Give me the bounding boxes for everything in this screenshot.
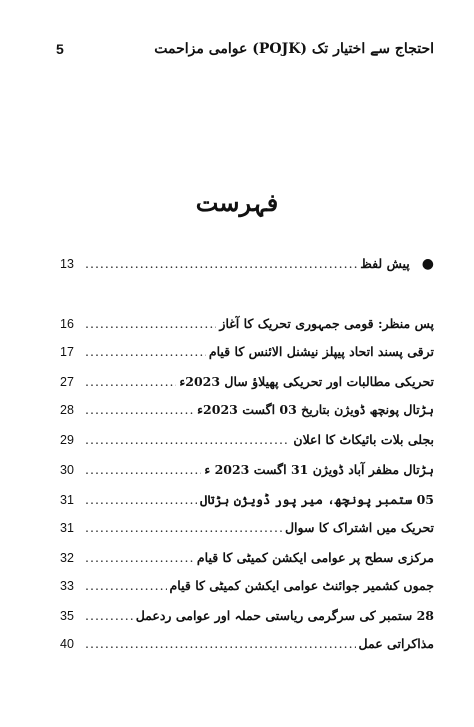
dot-leader bbox=[85, 520, 282, 535]
dot-leader bbox=[85, 374, 176, 389]
toc-entry-title: تحریک میں اشتراک کا سوال bbox=[284, 520, 434, 535]
toc-entry-title: مذاکراتی عمل bbox=[358, 636, 434, 651]
dot-leader bbox=[85, 578, 167, 593]
dot-leader bbox=[85, 432, 290, 447]
toc-entry-title: جموں کشمیر جوائنٹ عوامی ایکشن کمیٹی کا قیام bbox=[169, 578, 434, 593]
dot-leader bbox=[85, 256, 357, 271]
toc-entry-page-number: 32 bbox=[60, 551, 74, 565]
toc-entry-title: ہڑتال مظفر آباد ڈویژن 31 اگست 2023 ء bbox=[204, 462, 434, 477]
bullet-icon: ● bbox=[421, 256, 434, 272]
dot-leader bbox=[85, 608, 133, 623]
toc-entry-page-number: 31 bbox=[60, 521, 74, 535]
dot-leader bbox=[85, 402, 194, 417]
toc-entry bbox=[60, 402, 434, 422]
running-title: احتجاج سے اختیار تک (POJK) عوامی مزاحمت bbox=[154, 41, 434, 57]
toc-entry bbox=[60, 316, 434, 336]
toc-entry-title: ترقی پسند اتحاد پیپلز نیشنل الائنس کا قیام bbox=[208, 344, 434, 359]
toc-entry-page-number: 33 bbox=[60, 579, 74, 593]
toc-entry-title: تحریکی مطالبات اور تحریکی پھیلاؤ سال 2023ء bbox=[179, 374, 434, 389]
toc-entry-title: ہڑتال پونچھ ڈویژن بتاریخ 03 اگست 2023ء bbox=[197, 402, 434, 417]
page-header bbox=[56, 34, 434, 64]
toc-entry bbox=[60, 492, 434, 512]
toc-entry-title: بجلی بلات بائیکاٹ کا اعلان bbox=[293, 432, 434, 447]
toc-entry-page-number: 30 bbox=[60, 463, 74, 477]
toc-entry bbox=[60, 462, 434, 482]
page-number: 5 bbox=[56, 41, 64, 57]
toc-entry-page-number: 13 bbox=[60, 257, 74, 271]
dot-leader bbox=[85, 316, 216, 331]
toc-entry-page-number: 40 bbox=[60, 637, 74, 651]
toc-entry-page-number: 31 bbox=[60, 493, 74, 507]
toc-entry-title: پس منظر: قومی جمہوری تحریک کا آغاز bbox=[219, 316, 434, 331]
toc-entry-page-number: 28 bbox=[60, 403, 74, 417]
dot-leader bbox=[85, 344, 206, 359]
dot-leader bbox=[85, 492, 197, 507]
toc-entry-title: پیش لفظ bbox=[360, 256, 410, 271]
dot-leader bbox=[85, 636, 356, 651]
toc-entry-title: مرکزی سطح پر عوامی ایکشن کمیٹی کا قیام bbox=[196, 550, 434, 565]
toc-entry-page-number: 27 bbox=[60, 375, 74, 389]
toc-entry bbox=[60, 344, 434, 364]
toc-entry bbox=[60, 636, 434, 656]
toc-heading: فہرست bbox=[195, 188, 279, 217]
dot-leader bbox=[85, 462, 201, 477]
toc-entry-title: 28 ستمبر کی سرگرمی ریاستی حملہ اور عوامی ردعمل bbox=[135, 608, 434, 623]
toc-entry bbox=[60, 520, 434, 540]
toc-entry-page-number: 35 bbox=[60, 609, 74, 623]
toc-entry-page-number: 16 bbox=[60, 317, 74, 331]
toc-entry-title: 05 ستمبر پونچھ، میر پور ڈویژن ہڑتال bbox=[200, 492, 434, 507]
toc-entry bbox=[60, 578, 434, 598]
toc-entry-page-number: 17 bbox=[60, 345, 74, 359]
dot-leader bbox=[85, 550, 194, 565]
toc-entry bbox=[60, 374, 434, 394]
toc-entry bbox=[60, 550, 434, 570]
toc-entry-page-number: 29 bbox=[60, 433, 74, 447]
toc-entry bbox=[60, 432, 434, 452]
toc-entry bbox=[60, 608, 434, 628]
toc-entry bbox=[60, 256, 434, 276]
